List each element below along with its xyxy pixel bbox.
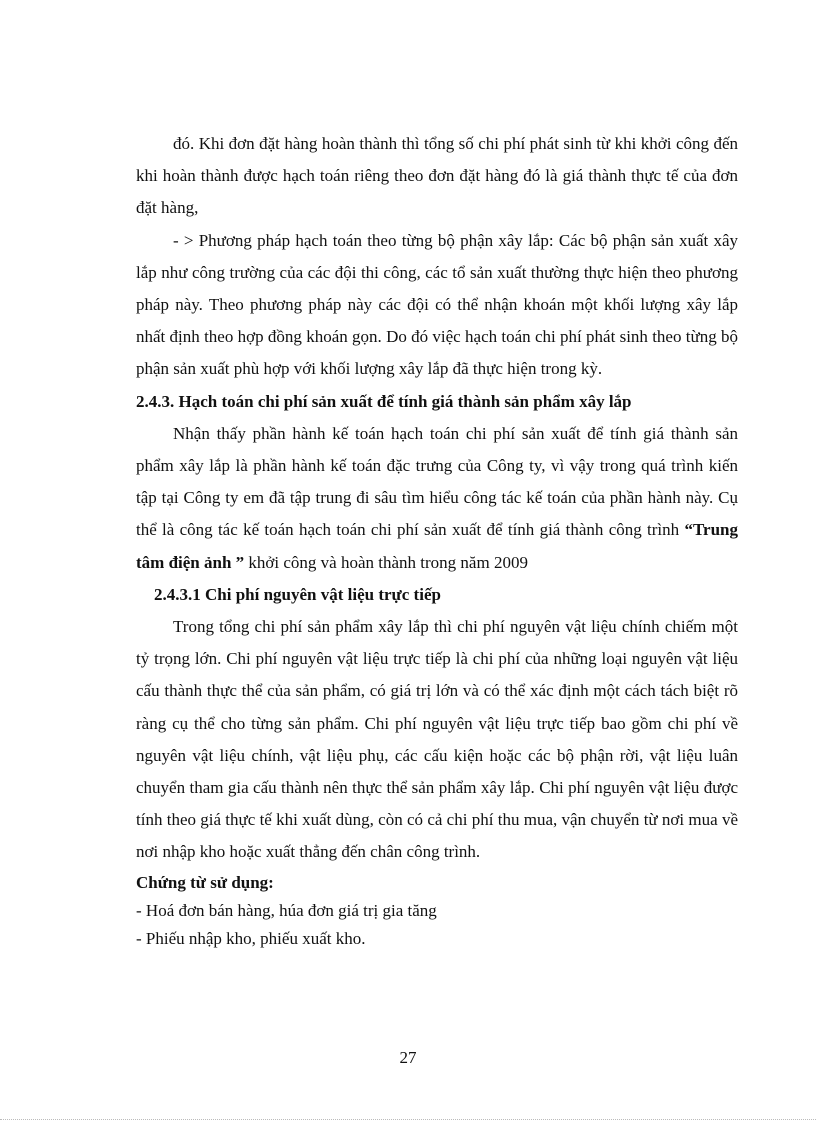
footer-divider bbox=[0, 1119, 816, 1120]
paragraph-material-cost: Trong tổng chi phí sản phẩm xây lắp thì chi phí nguyên vật liệu chính chiếm một tỷ trọng lớn. Chi phí nguyên vật liệu trực tiếp là chi phí của những loại nguyên vật liệu cấu thành thực thể của sản phẩm, có giá trị lớn và có thể xác định một cách tách biệt rõ ràng cụ thể cho từng sản phẩm. Chi phí nguyên vật liệu trực tiếp bao gồm chi phí về nguyên vật liệu chính, vật liệu phụ, các cấu kiện hoặc các bộ phận rời, vật liệu luân chuyển tham gia cấu thành nên thực thể sản phẩm xây lắp. Chi phí nguyên vật liệu được tính theo giá thực tế khi xuất dùng, còn có cả chi phí thu mua, vận chuyển từ nơi mua về nơi nhập kho hoặc xuất thẳng đến chân công trình. bbox=[136, 617, 738, 862]
paragraph-method-by-part: - > Phương pháp hạch toán theo từng bộ phận xây lắp: Các bộ phận sản xuất xây lắp như công trường của các đội thi công, các tổ sản xuất thường thực hiện theo phương pháp này. Theo phương pháp này các đội có thể nhận khoán một khối lượng xây lắp nhất định theo hợp đồng khoán gọn. Do đó việc hạch toán chi phí phát sinh theo từng bộ phận sản xuất phù hợp với khối lượng xây lắp đã thực hiện trong kỳ. bbox=[136, 230, 738, 379]
paragraph-intro-text-a: Nhận thấy phần hành kế toán hạch toán chi phí sản xuất để tính giá thành sản phẩm xây lắp là phần hành kế toán đặc trưng của Công ty, vì vậy trong quá trình kiến tập tại Công ty em đã tập trung đi sâu tìm hiểu công tác kế toán của phần hành này. Cụ thể là công tác kế toán hạch toán chi phí sản xuất để tính giá thành công trình bbox=[136, 423, 738, 540]
paragraph-intro-text-b: khởi công và hoàn thành trong năm 2009 bbox=[244, 552, 528, 572]
page-number: 27 bbox=[399, 1048, 417, 1067]
section-heading-2-4-3: 2.4.3. Hạch toán chi phí sản xuất để tính giá thành sản phẩm xây lắp bbox=[136, 391, 632, 411]
paragraph-intro bbox=[136, 418, 738, 579]
paragraph-continuation: đó. Khi đơn đặt hàng hoàn thành thì tổng số chi phí phát sinh từ khi khởi công đến khi hoàn thành được hạch toán riêng theo đơn đặt hàng đó là giá thành thực tế của đơn đặt hàng, bbox=[136, 134, 738, 218]
body-text bbox=[136, 128, 738, 953]
list-item-invoice: - Hoá đơn bán hàng, húa đơn giá trị gia tăng bbox=[136, 900, 437, 920]
section-heading-2-4-3-1: 2.4.3.1 Chi phí nguyên vật liệu trực tiếp bbox=[154, 584, 441, 604]
list-item-warehouse-slip: - Phiếu nhập kho, phiếu xuất kho. bbox=[136, 928, 366, 948]
documents-used-heading: Chứng từ sử dụng: bbox=[136, 872, 274, 892]
project-name: “Trung tâm điện ảnh ” bbox=[136, 520, 738, 572]
